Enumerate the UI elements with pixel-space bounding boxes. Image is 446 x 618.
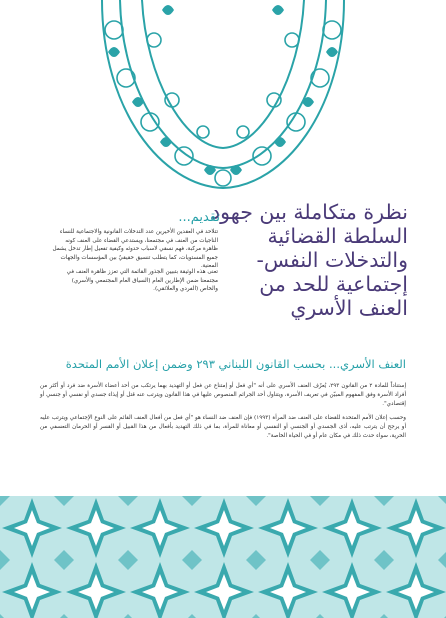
intro-paragraph: تعنى هذه الوثيقة بتبيين الجذور القائمة التي تعزز ظاهرة العنف في مجتمعنا ضمن الإطارين العام (السياق العام المجتمعي والأسري) والخاص (الفردي والعلائقي).: [66, 269, 218, 293]
intro-heading: تقديم...: [178, 210, 220, 225]
body-paragraph: وحسب إعلان الأمم المتحدة للقضاء على العنف ضد المرأة (١٩٩٣) فإن العنف ضد النساء هو "أي فعل من أفعال العنف القائم على النوع الإجتماعي ويترتب عليه أو يرجح أن يترتب عليه، أذى الجسدي أو الجنسي أو النفسي أو معاناة للمرأة، بما في ذلك التهديد بأفعال من هذا القبيل أو القسر أو الحرمان التعسفي من الحرية، سواء حدث ذلك في مكان عام أو في الحياة الخاصة".: [40, 415, 406, 439]
arabesque-ornament-icon: [92, 0, 354, 194]
page-title: نظرة متكاملة بين جهود السلطة القضائية والتدخلات النفس-إجتماعية للحد من العنف الأسري: [211, 200, 408, 320]
geometric-star-pattern-icon: [0, 496, 446, 618]
body-paragraph: إستناداً للمادة ٢ من القانون ٢٩٣، يُعرّف العنف الأسري على أنه "أي فعل أو إمتناع عن فعل أو التهديد بهما يرتكب من أحد أعضاء الأسرة ضد فرد أو أكثر من أفراد الأسرة وفق المفهوم المبيّن في تعريف الأسرة، ويتناول أحد الجرائم المنصوص عليها في هذا القانون ويترتب عنه قتل أو إيذاء جسدي أو نفسي أو جنسي أو إقتصادي".: [40, 383, 407, 407]
intro-paragraph: تتلاحد في العقدين الأخيرين عدد التدخلات القانونية والاجتماعية للنساء الناجيات من العنف في مجتمعنا، ويستدعي القضاء على العنف كونه ظاهرة مركبة، فهم نسقي لاسباب حدوثه وكيفية تفعيل إطار تدخل يشمل جميع المستويات، كما يتطلب تنسيق حقيقيّ بين المؤسسات والجهات المعنية.: [52, 229, 218, 270]
section-heading: العنف الأسري... بحسب القانون اللبناني ٢٩٣ وضمن إعلان الأمم المتحدة: [65, 357, 406, 371]
